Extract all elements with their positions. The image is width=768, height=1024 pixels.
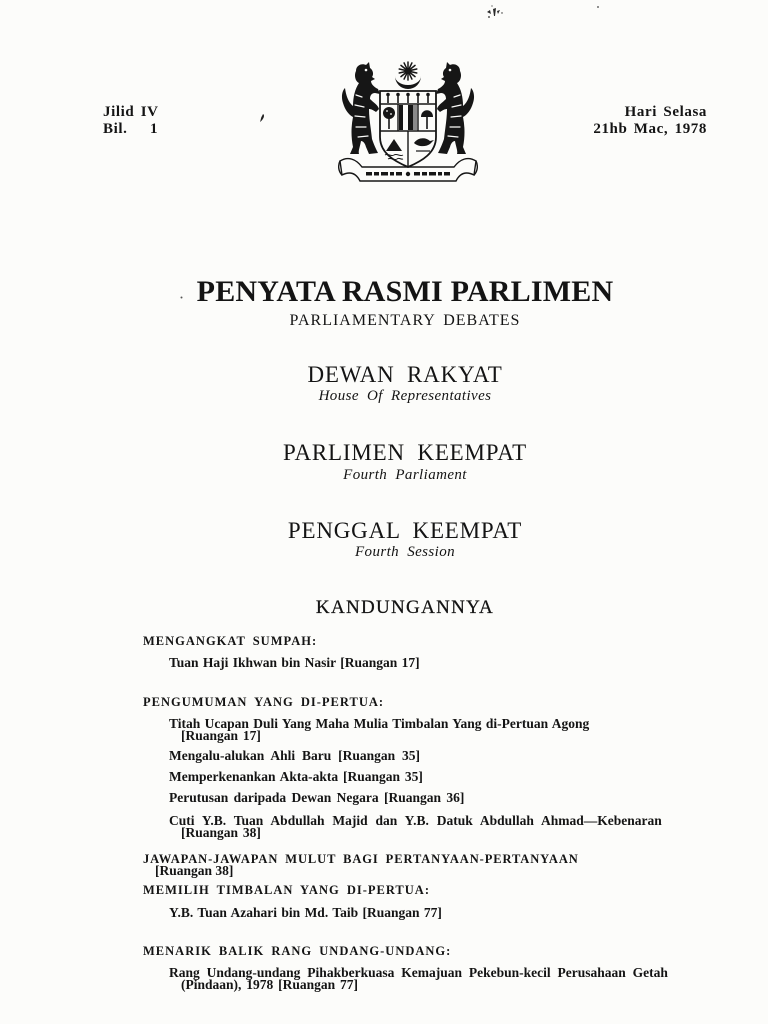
- issue-number: 1: [150, 121, 159, 137]
- parliament-number-english: Fourth Parliament: [343, 467, 467, 483]
- contents-entry: Cuti Y.B. Tuan Abdullah Majid dan Y.B. Datuk Abdullah Ahmad—Kebenaran: [169, 813, 662, 828]
- contents-section-title: MENARIK BALIK RANG UNDANG-UNDANG:: [143, 944, 452, 958]
- coat-of-arms-icon: [338, 61, 478, 185]
- page-title-english: PARLIAMENTARY DEBATES: [289, 312, 521, 329]
- session-number-english: Fourth Session: [354, 544, 456, 560]
- contents-entry: Memperkenankan Akta-akta [Ruangan 35]: [169, 769, 423, 784]
- contents-entry-continuation: [Ruangan 38]: [181, 825, 261, 840]
- scan-speck: [484, 4, 506, 22]
- contents-entry: Tuan Haji Ikhwan bin Nasir [Ruangan 17]: [169, 655, 420, 670]
- contents-entry-continuation: [Ruangan 17]: [181, 728, 261, 743]
- contents-section-continuation: [Ruangan 38]: [155, 863, 234, 878]
- scan-speck: [595, 4, 601, 10]
- contents-entry: Mengalu-alukan Ahli Baru [Ruangan 35]: [169, 748, 421, 763]
- house-name: DEWAN RAKYAT: [307, 362, 503, 387]
- contents-section-title: JAWAPAN-JAWAPAN MULUT BAGI PERTANYAAN-PERTANYAAN: [143, 852, 579, 866]
- contents-section-title: PENGUMUMAN YANG DI-PERTUA:: [143, 695, 385, 709]
- house-name-english: House Of Representatives: [318, 388, 492, 404]
- contents-section-title: MEMILIH TIMBALAN YANG DI-PERTUA:: [143, 883, 430, 897]
- contents-section-title: MENGANGKAT SUMPAH:: [143, 634, 318, 648]
- contents-entry: Y.B. Tuan Azahari bin Md. Taib [Ruangan 77]: [169, 905, 442, 920]
- contents-entry: Titah Ucapan Duli Yang Maha Mulia Timbalan Yang di-Pertuan Agong: [169, 716, 590, 731]
- contents-entry-continuation: (Pindaan), 1978 [Ruangan 77]: [181, 977, 359, 992]
- scan-speck: [258, 113, 266, 123]
- contents-heading: KANDUNGANNYA: [315, 597, 495, 618]
- page-title: PENYATA RASMI PARLIMEN: [196, 275, 614, 308]
- date-label: 21hb Mac, 1978: [593, 121, 707, 137]
- volume-label: Jilid IV: [103, 104, 159, 120]
- contents-entry: Perutusan daripada Dewan Negara [Ruangan 36]: [169, 790, 465, 805]
- contents-entry: Rang Undang-undang Pihakberkuasa Kemajuan Pekebun-kecil Perusahaan Getah: [169, 965, 668, 980]
- issue-label: Bil.: [103, 121, 128, 137]
- session-number: PENGGAL KEEMPAT: [287, 518, 523, 543]
- parliament-number: PARLIMEN KEEMPAT: [283, 440, 527, 465]
- day-label: Hari Selasa: [624, 104, 707, 120]
